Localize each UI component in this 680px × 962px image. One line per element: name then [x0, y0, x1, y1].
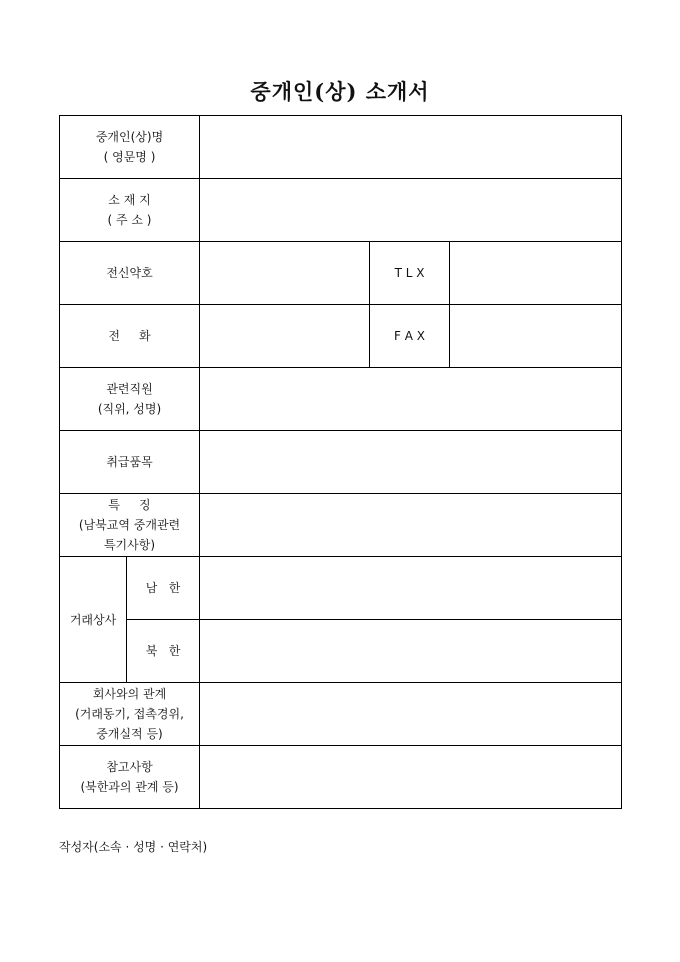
broker-name-field[interactable]: [200, 116, 622, 179]
fax-field[interactable]: [450, 305, 622, 368]
address-label: 소 재 지 ( 주 소 ): [60, 179, 200, 242]
document-title: 중개인(상) 소개서: [250, 79, 430, 104]
broker-introduction-form: [59, 115, 622, 809]
north-korea-label: 북 한: [127, 620, 200, 683]
author-info-line: 작성자(소속 · 성명 · 연락처): [59, 840, 208, 854]
fax-label: F A X: [370, 305, 450, 368]
related-staff-label: 관련직원 (직위, 성명): [60, 368, 200, 431]
phone-field[interactable]: [200, 305, 370, 368]
handled-items-field[interactable]: [200, 431, 622, 494]
tlx-field[interactable]: [450, 242, 622, 305]
notes-field[interactable]: [200, 746, 622, 809]
handled-items-label: 취급품목: [60, 431, 200, 494]
north-korea-field[interactable]: [200, 620, 622, 683]
south-korea-label: 남 한: [127, 557, 200, 620]
address-field[interactable]: [200, 179, 622, 242]
features-label: 특 징 (남북교역 중개관련 특기사항): [60, 494, 200, 557]
features-field[interactable]: [200, 494, 622, 557]
tlx-label: T L X: [370, 242, 450, 305]
related-staff-field[interactable]: [200, 368, 622, 431]
telegraph-code-label: 전신약호: [60, 242, 200, 305]
notes-label: 참고사항 (북한과의 관계 등): [60, 746, 200, 809]
south-korea-field[interactable]: [200, 557, 622, 620]
phone-label: 전 화: [60, 305, 200, 368]
company-relation-label: 회사와의 관계 (거래동기, 접촉경위, 중개실적 등): [60, 683, 200, 746]
broker-name-label: 중개인(상)명 ( 영문명 ): [60, 116, 200, 179]
company-relation-field[interactable]: [200, 683, 622, 746]
trading-partner-label: 거래상사: [60, 557, 127, 683]
telegraph-code-field[interactable]: [200, 242, 370, 305]
